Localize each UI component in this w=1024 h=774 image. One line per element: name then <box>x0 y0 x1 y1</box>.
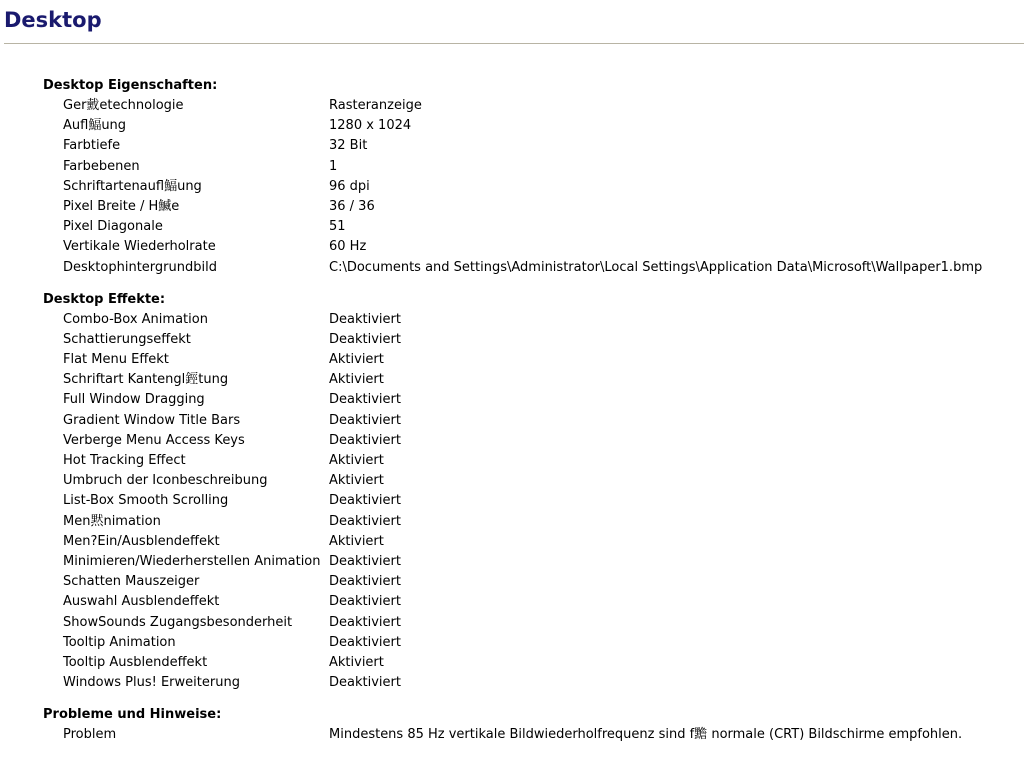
property-row <box>43 673 1018 693</box>
property-value: 32 Bit <box>329 138 368 154</box>
property-key: Problem <box>63 727 117 743</box>
property-value: Aktiviert <box>329 372 384 388</box>
property-key: Desktophintergrundbild <box>63 259 217 275</box>
property-key: Farbebenen <box>63 158 140 174</box>
property-row <box>43 411 1018 431</box>
property-value: 60 Hz <box>329 239 367 255</box>
page-title: Desktop <box>4 8 102 32</box>
property-value: Aktiviert <box>329 533 384 549</box>
property-key: Umbruch der Iconbeschreibung <box>63 473 268 489</box>
property-row <box>43 431 1018 451</box>
property-row <box>43 310 1018 330</box>
property-row <box>43 532 1018 552</box>
property-key: Schattierungseffekt <box>63 331 191 347</box>
property-value: Aktiviert <box>329 352 384 368</box>
property-value: 36 / 36 <box>329 198 375 214</box>
property-value: Deaktiviert <box>329 614 401 630</box>
property-key: Auswahl Ausblendeffekt <box>63 594 220 610</box>
property-row <box>43 330 1018 350</box>
property-value: Deaktiviert <box>329 311 401 327</box>
section-header: Desktop Effekte: <box>43 291 166 307</box>
property-key: Hot Tracking Effect <box>63 453 186 468</box>
property-key: Windows Plus! Erweiterung <box>63 675 240 691</box>
property-value: 1280 x 1024 <box>329 118 412 134</box>
property-value: Deaktiviert <box>329 675 401 691</box>
property-row <box>43 217 1018 237</box>
property-key: Tooltip Animation <box>63 634 176 650</box>
property-row <box>43 177 1018 197</box>
property-row <box>43 96 1018 116</box>
report-content <box>43 76 1018 757</box>
property-key: Flat Menu Effekt <box>63 352 169 368</box>
property-value: Deaktiviert <box>329 412 401 428</box>
property-row <box>43 157 1018 177</box>
property-key: Aufl鰏ung <box>63 118 127 134</box>
property-key: Minimieren/Wiederherstellen Animation <box>63 553 321 569</box>
property-row <box>43 471 1018 491</box>
property-row <box>43 258 1018 278</box>
property-key: Farbtiefe <box>63 138 121 154</box>
property-key: Verberge Menu Access Keys <box>63 432 245 448</box>
property-value: Aktiviert <box>329 453 384 468</box>
property-value: Deaktiviert <box>329 634 401 650</box>
property-key: Gradient Window Title Bars <box>63 412 241 428</box>
property-value: C:\Documents and Settings\Administrator\Local Settings\Application Data\Microsoft\Wallpaper1.bmp <box>329 259 983 275</box>
property-row <box>43 116 1018 136</box>
property-row <box>43 237 1018 257</box>
property-row <box>43 633 1018 653</box>
property-row <box>43 350 1018 370</box>
property-key: Combo-Box Animation <box>63 311 208 327</box>
section-probleme-und-hinweise <box>43 705 1018 745</box>
section-header: Desktop Eigenschaften: <box>43 78 218 93</box>
property-key: Men黙nimation <box>63 513 161 529</box>
property-row <box>43 197 1018 217</box>
property-key: Men?Ein/Ausblendeffekt <box>63 533 220 549</box>
property-value: Deaktiviert <box>329 493 401 509</box>
section-desktop-eigenschaften <box>43 76 1018 278</box>
title-divider <box>4 43 1024 44</box>
property-key: Vertikale Wiederholrate <box>63 239 216 255</box>
property-row <box>43 370 1018 390</box>
property-row <box>43 512 1018 532</box>
property-key: Pixel Breite / H鰄e <box>63 198 180 214</box>
section-header: Probleme und Hinweise: <box>43 707 222 723</box>
property-value: Aktiviert <box>329 654 384 670</box>
property-value: Deaktiviert <box>329 594 401 610</box>
property-row <box>43 725 1018 745</box>
property-value: Aktiviert <box>329 473 384 489</box>
property-key: Schatten Mauszeiger <box>63 574 200 590</box>
property-value: Deaktiviert <box>329 574 401 590</box>
property-key: Full Window Dragging <box>63 392 205 408</box>
property-key: Tooltip Ausblendeffekt <box>63 654 208 670</box>
property-row <box>43 552 1018 572</box>
property-value: Mindestens 85 Hz vertikale Bildwiederholfrequenz sind f黵 normale (CRT) Bildschirme empfohlen. <box>329 727 963 743</box>
property-key: Schriftartenaufl鰏ung <box>63 178 202 194</box>
property-row <box>43 613 1018 633</box>
property-key: Ger䵧etechnologie <box>63 98 184 113</box>
section-desktop-effekte <box>43 290 1018 694</box>
property-value: Deaktiviert <box>329 553 401 569</box>
property-row <box>43 390 1018 410</box>
property-key: Schriftart Kantengl鋞tung <box>63 372 229 388</box>
property-value: Deaktiviert <box>329 513 401 529</box>
property-key: ShowSounds Zugangsbesonderheit <box>63 614 293 630</box>
property-row <box>43 592 1018 612</box>
property-row <box>43 136 1018 156</box>
property-value: 1 <box>329 158 338 174</box>
property-value: Deaktiviert <box>329 432 401 448</box>
property-row <box>43 491 1018 511</box>
property-value: Deaktiviert <box>329 331 401 347</box>
property-value: 51 <box>329 219 346 235</box>
property-key: List-Box Smooth Scrolling <box>63 493 229 509</box>
property-row <box>43 653 1018 673</box>
property-row <box>43 572 1018 592</box>
property-value: 96 dpi <box>329 178 370 194</box>
property-value: Deaktiviert <box>329 392 401 408</box>
property-key: Pixel Diagonale <box>63 219 163 235</box>
property-value: Rasteranzeige <box>329 98 422 113</box>
property-row <box>43 451 1018 471</box>
